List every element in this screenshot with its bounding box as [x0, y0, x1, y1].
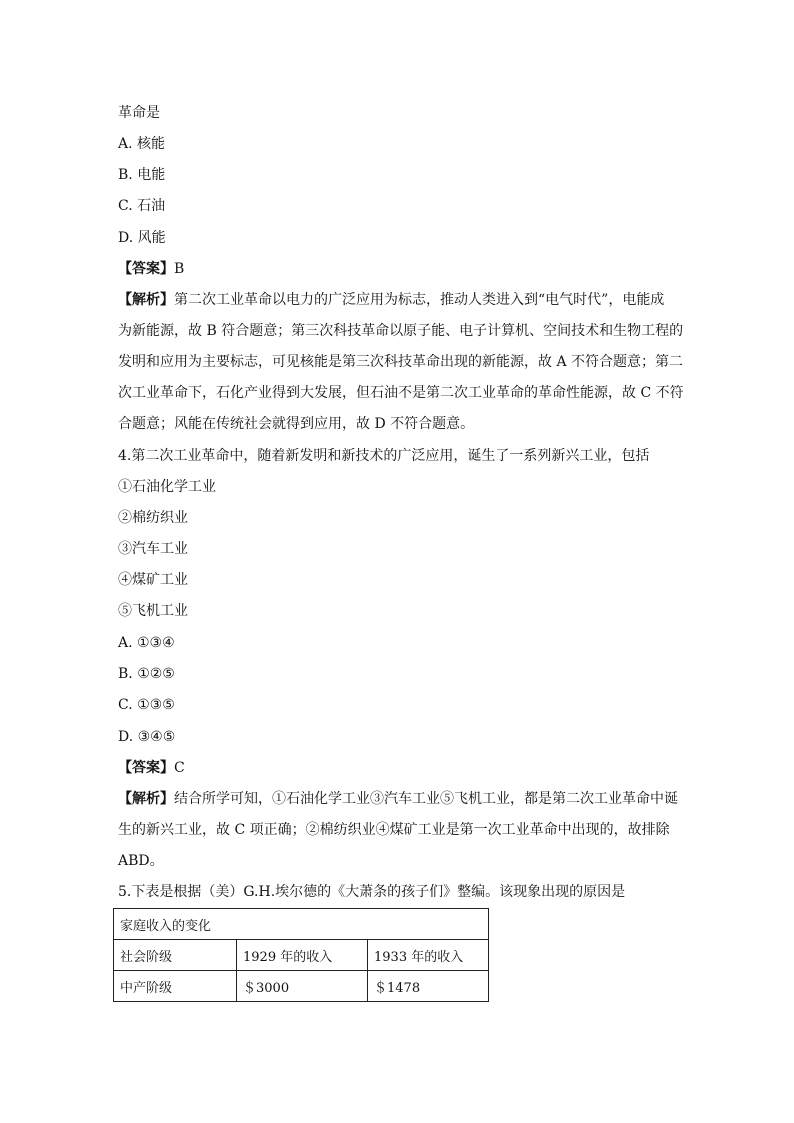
table-header-cell: 1933 年的收入: [368, 940, 489, 971]
answer-label: 【答案】: [118, 261, 174, 277]
q4-answer: [118, 758, 185, 778]
table-header-cell: 社会阶级: [114, 940, 237, 971]
answer-value: B: [174, 261, 185, 277]
q3-analysis-line: 发明和应用为主要标志，可见核能是第三次科技革命出现的新能源，故 A 不符合题意；第二: [118, 354, 684, 370]
q3-option-d: D. 风能: [118, 230, 166, 246]
table-caption: 家庭收入的变化: [114, 909, 489, 940]
q4-item: ④煤矿工业: [118, 572, 188, 588]
table-cell: ＄1478: [368, 971, 489, 1002]
table-caption-row: [114, 909, 489, 940]
q4-item: ②棉纺织业: [118, 510, 188, 526]
q4-stem: 4.第二次工业革命中，随着新发明和新技术的广泛应用，诞生了一系列新兴工业，包括: [118, 448, 650, 464]
analysis-label: 【解析】: [118, 791, 174, 807]
q4-item: ①石油化学工业: [118, 479, 216, 495]
q3-analysis-line: 次工业革命下，石化产业得到大发展，但石油不是第二次工业革命的革命性能源，故 C 不符: [118, 385, 684, 401]
q4-analysis-line: [118, 789, 678, 809]
q4-analysis-line: 生的新兴工业，故 C 项正确；②棉纺织业④煤矿工业是第一次工业革命中出现的，故排除: [118, 822, 670, 838]
q4-item: ③汽车工业: [118, 541, 188, 557]
analysis-text: 第二次工业革命以电力的广泛应用为标志，推动人类进入到“电气时代”，电能成: [174, 292, 665, 308]
q3-analysis-line: [118, 290, 664, 310]
q3-answer: [118, 259, 184, 279]
q4-option-c: C. ①③⑤: [118, 697, 175, 713]
q3-analysis-line: 为新能源，故 B 符合题意；第三次科技革命以原子能、电子计算机、空间技术和生物工程的: [118, 323, 684, 339]
table-row: [114, 971, 489, 1002]
q5-stem: 5.下表是根据（美）G.H.埃尔德的《大萧条的孩子们》整编。该现象出现的原因是: [118, 884, 626, 900]
table-cell: 中产阶级: [114, 971, 237, 1002]
q3-option-b: B. 电能: [118, 167, 166, 183]
q4-option-b: B. ①②⑤: [118, 666, 175, 682]
income-table: [113, 908, 489, 1002]
q4-option-a: A. ①③④: [118, 635, 175, 651]
q4-option-d: D. ③④⑤: [118, 729, 176, 745]
table-header-cell: 1929 年的收入: [237, 940, 368, 971]
table-header-row: [114, 940, 489, 971]
table-cell: ＄3000: [237, 971, 368, 1002]
q3-analysis-line: 合题意；风能在传统社会就得到应用，故 D 不符合题意。: [118, 416, 475, 432]
answer-label: 【答案】: [118, 760, 174, 776]
q3-stem-tail: 革命是: [118, 105, 160, 121]
analysis-label: 【解析】: [118, 292, 174, 308]
q4-item: ⑤飞机工业: [118, 603, 188, 619]
q3-option-a: A. 核能: [118, 136, 166, 152]
analysis-text: 结合所学可知，①石油化学工业③汽车工业⑤飞机工业，都是第二次工业革命中诞: [174, 791, 678, 807]
q3-option-c: C. 石油: [118, 198, 166, 214]
answer-value: C: [174, 760, 185, 776]
q4-analysis-line: ABD。: [118, 853, 164, 869]
